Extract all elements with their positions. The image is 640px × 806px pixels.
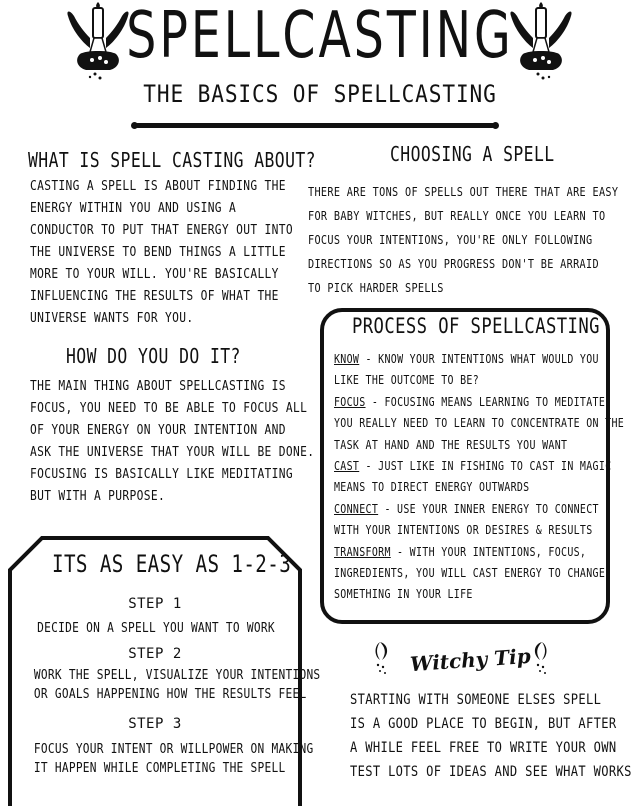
text-line: WITH YOUR INTENTIONS OR DESIRES & RESULTS [334, 522, 593, 538]
text-line: - USE YOUR INNER ENERGY TO CONNECT [378, 500, 599, 516]
text-line: BUT WITH A PURPOSE. [30, 489, 166, 504]
how-text [30, 376, 314, 508]
process-item-connect [334, 498, 624, 519]
title-divider [135, 123, 495, 128]
text-line: INGREDIENTS, YOU WILL CAST ENERGY TO CHANGE [334, 565, 606, 581]
text-line: THERE ARE TONS OF SPELLS OUT THERE THAT ARE EASY [308, 184, 619, 199]
step-3-title: STEP 3 [128, 716, 182, 732]
step-3-text [33, 740, 314, 778]
text-line: - WITH YOUR INTENTIONS, FOCUS, [390, 543, 587, 559]
text-line: THE MAIN THING ABOUT SPELLCASTING IS [30, 379, 286, 394]
page-subtitle: THE BASICS OF SPELLCASTING [143, 80, 497, 108]
text-line: YOU REALLY NEED TO LEARN TO CONCENTRATE ON THE [334, 415, 625, 431]
text-line: OR GOALS HAPPENING HOW THE RESULTS FEEL [33, 687, 307, 702]
text-line: IT HAPPEN WHILE COMPLETING THE SPELL [33, 761, 286, 776]
page-title: SPELLCASTING [126, 0, 514, 73]
text-line: INFLUENCING THE RESULTS OF WHAT THE [30, 289, 279, 304]
text-line: THE UNIVERSE TO BEND THINGS A LITTLE [30, 245, 286, 260]
text-line: - JUST LIKE IN FISHING TO CAST IN MAGIC [359, 458, 612, 474]
text-line: A WHILE FEEL FREE TO WRITE YOUR OWN [350, 740, 617, 756]
tip-text [350, 688, 632, 784]
text-line: DECIDE ON A SPELL YOU WANT TO WORK [37, 621, 275, 636]
text-line: SOMETHING IN YOUR LIFE [334, 586, 473, 602]
text-line: TEST LOTS OF IDEAS AND SEE WHAT WORKS [350, 764, 632, 780]
text-line: ASK THE UNIVERSE THAT YOUR WILL BE DONE. [30, 445, 315, 460]
section-heading-easy: ITS AS EASY AS 1-2-3 [52, 550, 292, 578]
process-term: CAST [334, 458, 360, 474]
what-is-text [30, 176, 293, 330]
text-line: FOR BABY WITCHES, BUT REALLY ONCE YOU LEARN TO [308, 208, 606, 223]
process-item-cast [334, 455, 624, 476]
text-line: UNIVERSE WANTS FOR YOU. [30, 311, 194, 326]
process-item-focus [334, 391, 624, 412]
process-item-transform [334, 541, 624, 562]
text-line: FOCUSING IS BASICALLY LIKE MEDITATING [30, 467, 293, 482]
step-2-title: STEP 2 [128, 646, 182, 662]
text-line: FOCUS YOUR INTENTIONS, YOU'RE ONLY FOLLOWING [308, 232, 593, 247]
witchy-tip-label: Witchy Tip [409, 643, 532, 677]
section-heading-how: HOW DO YOU DO IT? [66, 344, 241, 368]
crescent-moon-stars-icon [372, 640, 398, 676]
text-line: OF YOUR ENERGY ON YOUR INTENTION AND [30, 423, 286, 438]
process-term: CONNECT [334, 500, 379, 516]
text-line: - FOCUSING MEANS LEARNING TO MEDITATE, [365, 393, 612, 409]
text-line: MORE TO YOUR WILL. YOU'RE BASICALLY [30, 267, 279, 282]
text-line: WORK THE SPELL, VISUALIZE YOUR INTENTIONS [33, 668, 321, 683]
step-1-text [34, 619, 278, 638]
text-line: STARTING WITH SOMEONE ELSES SPELL [350, 692, 602, 708]
choosing-text [308, 180, 618, 300]
text-line: MEANS TO DIRECT ENERGY OUTWARDS [334, 479, 530, 495]
step-2-text [33, 666, 321, 704]
process-term: FOCUS [334, 393, 366, 409]
section-heading-process: PROCESS OF SPELLCASTING [352, 314, 600, 338]
section-heading-choosing: CHOOSING A SPELL [390, 142, 555, 166]
text-line: FOCUS, YOU NEED TO BE ABLE TO FOCUS ALL [30, 401, 308, 416]
text-line: DIRECTIONS SO AS YOU PROGRESS DON'T BE ARRAID [308, 256, 599, 271]
text-line: TASK AT HAND AND THE RESULTS YOU WANT [334, 436, 568, 452]
process-item-know [334, 348, 624, 369]
text-line: CASTING A SPELL IS ABOUT FINDING THE [30, 179, 286, 194]
text-line: FOCUS YOUR INTENT OR WILLPOWER ON MAKING [33, 742, 314, 757]
process-term: TRANSFORM [334, 543, 391, 559]
process-term: KNOW [334, 351, 360, 366]
text-line: ENERGY WITHIN YOU AND USING A [30, 201, 237, 216]
text-line: - KNOW YOUR INTENTIONS WHAT WOULD YOU [359, 351, 599, 366]
text-line: TO PICK HARDER SPELLS [308, 280, 444, 295]
process-list [334, 348, 624, 605]
text-line: IS A GOOD PLACE TO BEGIN, BUT AFTER [350, 716, 617, 732]
text-line: LIKE THE OUTCOME TO BE? [334, 372, 480, 388]
text-line: CONDUCTOR TO PUT THAT ENERGY OUT INTO [30, 223, 293, 238]
section-heading-what-is: WHAT IS SPELL CASTING ABOUT? [28, 148, 316, 172]
step-1-title: STEP 1 [128, 596, 182, 612]
crescent-moon-stars-icon [524, 640, 550, 676]
